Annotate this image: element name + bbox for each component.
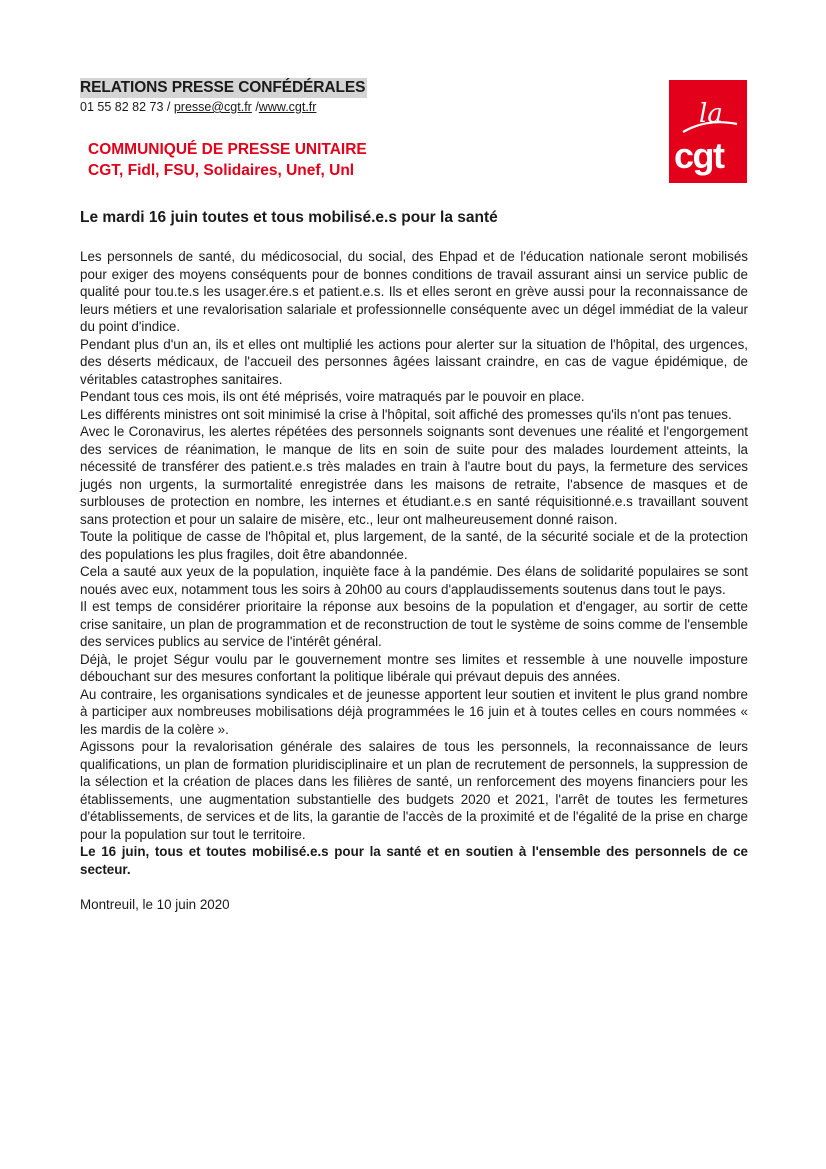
communique-organisations: CGT, Fidl, FSU, Solidaires, Unef, Unl — [88, 162, 355, 179]
body-paragraph: Il est temps de considérer prioritaire la réponse aux besoins de la population et d'engager, au sortir de cette crise sanitaire, un plan de programmation et de reconstruction de tout le système de soins comme de l'ensemble des services publics au service de l'intérêt général. — [80, 599, 748, 649]
logo-script-text: la — [699, 99, 723, 129]
document-body — [80, 248, 748, 914]
communique-heading — [88, 139, 367, 181]
body-paragraph: Les personnels de santé, du médicosocial, du social, des Ehpad et de l'éducation nationale seront mobilisés pour exiger des moyens conséquents pour de bonnes conditions de travail assurant ainsi un service public de qualité pour tou.te.s les usager.ére.s et patient.e.s. Ils et elles seront en grève aussi pour la reconnaissance de leurs métiers et une revalorisation salariale et professionnelle conséquente avec un dégel immédiat de la valeur du point d'indice. — [80, 249, 748, 334]
logo-main-text: cgt — [674, 135, 724, 176]
press-contact-block — [80, 78, 640, 116]
body-paragraph: Agissons pour la revalorisation générale des salaires de tous les personnels, la reconnaissance de leurs qualifications, un plan de formation pluridisciplinaire et un plan de recrutement de personnels, la suppression de la sélection et la création de places dans les filières de santé, un renforcement des moyens financiers pour les établissements, une augmentation substantielle des budgets 2020 et 2021, l'arrêt de toutes les fermetures d'établissements, de services et de lits, la garantie de l'accès de la proximité et de l'égalité de la prise en charge pour la population sur tout le territoire. — [80, 739, 748, 842]
contact-line — [80, 99, 640, 116]
body-paragraph: Toute la politique de casse de l'hôpital et, plus largement, de la santé, de la sécurité sociale et de la protection des populations les plus fragiles, doit être abandonnée. — [80, 529, 748, 562]
contact-separator: / — [251, 100, 259, 114]
signoff-place-date: Montreuil, le 10 juin 2020 — [80, 897, 230, 912]
closing-statement: Le 16 juin, tous et toutes mobilisé.e.s pour la santé et en soutien à l'ensemble des personnels de ce secteur. — [80, 844, 748, 877]
body-paragraph: Au contraire, les organisations syndicales et de jeunesse apportent leur soutien et invitent le plus grand nombre à participer aux nombreuses mobilisations déjà programmées le 16 juin et à toutes celles en cours nommées « les mardis de la colère ». — [80, 686, 748, 737]
website-link[interactable]: www.cgt.fr — [258, 100, 317, 114]
body-paragraph: Déjà, le projet Ségur voulu par le gouvernement montre ses limites et ressemble à une nouvelle imposture débouchant sur des mesures confortant la politique libérale qui prévaut depuis des années. — [80, 651, 748, 684]
body-paragraph: Cela a sauté aux yeux de la population, inquiète face à la pandémie. Des élans de solidarité populaires se sont noués avec eux, notamment tous les soirs à 20h00 au cours d'applaudissements soutenus dans tout le pays. — [80, 564, 748, 597]
cgt-logo — [669, 80, 747, 183]
phone-number: 01 55 82 82 73 / — [80, 100, 174, 114]
email-link[interactable]: presse@cgt.fr — [173, 100, 252, 114]
body-paragraph: Pendant plus d'un an, ils et elles ont multiplié les actions pour alerter sur la situation de l'hôpital, des urgences, des déserts médicaux, de l'accueil des personnes âgées laissant craindre, en cas de vague épidémique, de véritables catastrophes sanitaires. — [80, 336, 748, 387]
body-paragraph: Les différents ministres ont soit minimisé la crise à l'hôpital, soit affiché des promesses qu'ils n'ont pas tenues. — [80, 406, 732, 422]
body-paragraph: Pendant tous ces mois, ils ont été méprisés, voire matraqués par le pouvoir en place. — [80, 389, 585, 404]
press-relations-heading: RELATIONS PRESSE CONFÉDÉRALES — [80, 79, 366, 96]
communique-type: COMMUNIQUÉ DE PRESSE UNITAIRE — [88, 141, 367, 158]
body-paragraph: Avec le Coronavirus, les alertes répétées des personnels soignants sont devenues une réalité et l'engorgement des services de réanimation, le manque de lits en soin de suite pour des malades lourdement atteints, la nécessité de transférer des patient.e.s très malades en train à l'autre bout du pays, la fermeture des services jugés non urgents, la surmortalité enregistrée dans les maisons de retraite, l'absence de masques et de surblouses de protection en nombre, les internes et étudiant.e.s en santé réquisitionné.e.s travaillant souvent sans protection et pour un salaire de misère, etc., leur ont malheureusement donné raison. — [80, 424, 748, 527]
document-title: Le mardi 16 juin toutes et tous mobilisé.e.s pour la santé — [80, 209, 498, 226]
